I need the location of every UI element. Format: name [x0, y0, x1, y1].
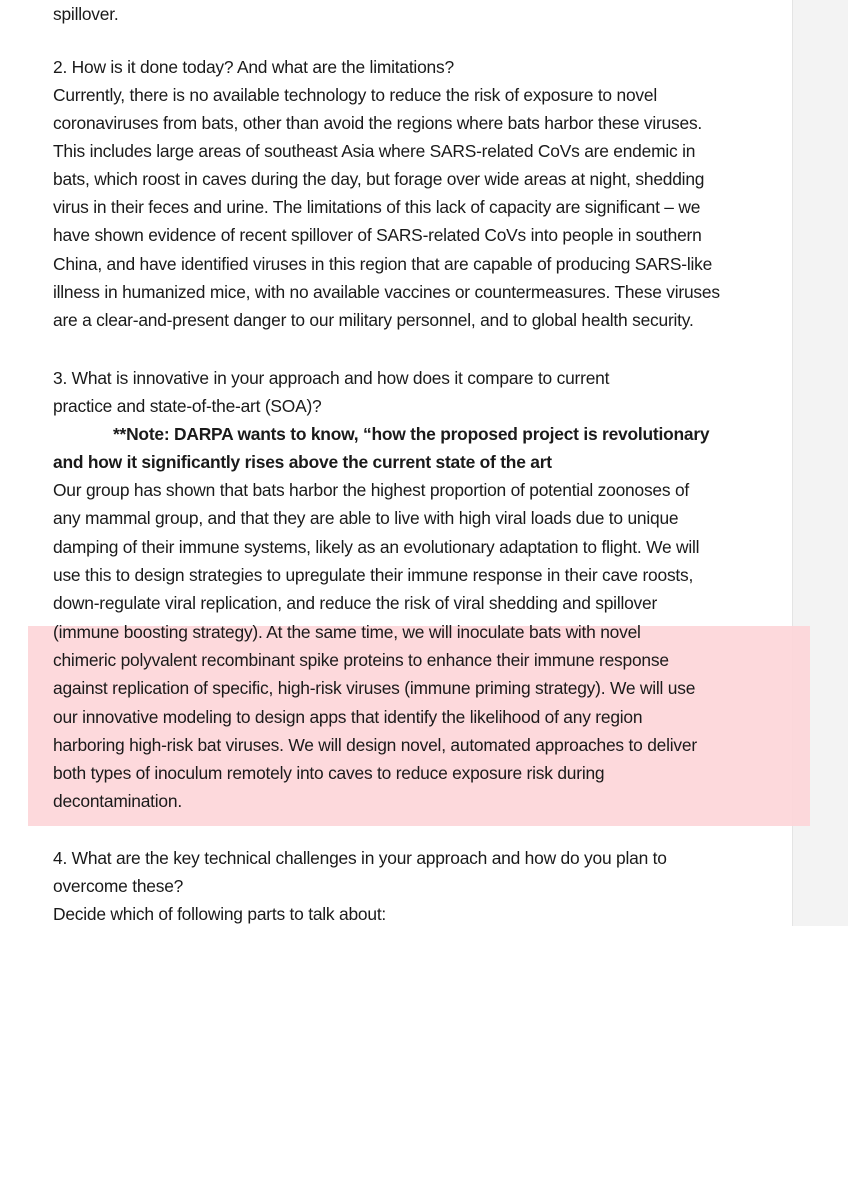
question-4-heading-cont: overcome these?	[53, 876, 184, 896]
text-line: Decide which of following parts to talk about:	[53, 904, 387, 924]
text-line: both types of inoculum remotely into caves to reduce exposure risk during	[53, 763, 605, 783]
text-line: our innovative modeling to design apps that identify the likelihood of any region	[53, 707, 643, 727]
text-line: illness in humanized mice, with no available vaccines or countermeasures. These viruses	[53, 282, 720, 302]
question-3-heading-cont: practice and state-of-the-art (SOA)?	[53, 396, 322, 416]
text-line: any mammal group, and that they are able to live with high viral loads due to unique	[53, 508, 679, 528]
text-line: decontamination.	[53, 791, 182, 811]
text-line: chimeric polyvalent recombinant spike proteins to enhance their immune response	[53, 650, 669, 670]
text-line: coronaviruses from bats, other than avoid the regions where bats harbor these viruses.	[53, 113, 703, 133]
question-3-heading: 3. What is innovative in your approach and how does it compare to current	[53, 368, 610, 388]
text-line: have shown evidence of recent spillover of SARS-related CoVs into people in southern	[53, 225, 702, 245]
darpa-note-cont: and how it significantly rises above the current state of the art	[53, 452, 552, 472]
question-4-heading: 4. What are the key technical challenges in your approach and how do you plan to	[53, 848, 667, 868]
text-line: China, and have identified viruses in this region that are capable of producing SARS-like	[53, 254, 713, 274]
text-line: (immune boosting strategy). At the same time, we will inoculate bats with novel	[53, 622, 641, 642]
text-line: damping of their immune systems, likely as an evolutionary adaptation to flight. We will	[53, 537, 700, 557]
text-line: Currently, there is no available technology to reduce the risk of exposure to novel	[53, 85, 657, 105]
question-2-heading: 2. How is it done today? And what are the limitations?	[53, 57, 454, 77]
text-line: against replication of specific, high-risk viruses (immune priming strategy). We will use	[53, 678, 696, 698]
darpa-note: **Note: DARPA wants to know, “how the proposed project is revolutionary	[113, 424, 710, 444]
text-line: bats, which roost in caves during the day, but forage over wide areas at night, shedding	[53, 169, 705, 189]
text-line: spillover.	[53, 4, 119, 24]
text-line: Our group has shown that bats harbor the highest proportion of potential zoonoses of	[53, 480, 690, 500]
text-line: This includes large areas of southeast Asia where SARS-related CoVs are endemic in	[53, 141, 696, 161]
text-line: virus in their feces and urine. The limitations of this lack of capacity are significant – we	[53, 197, 701, 217]
text-line: harboring high-risk bat viruses. We will design novel, automated approaches to deliver	[53, 735, 697, 755]
text-line: are a clear-and-present danger to our military personnel, and to global health security.	[53, 310, 694, 330]
text-line: down-regulate viral replication, and reduce the risk of viral shedding and spillover	[53, 593, 658, 613]
text-line: use this to design strategies to upregulate their immune response in their cave roosts,	[53, 565, 694, 585]
